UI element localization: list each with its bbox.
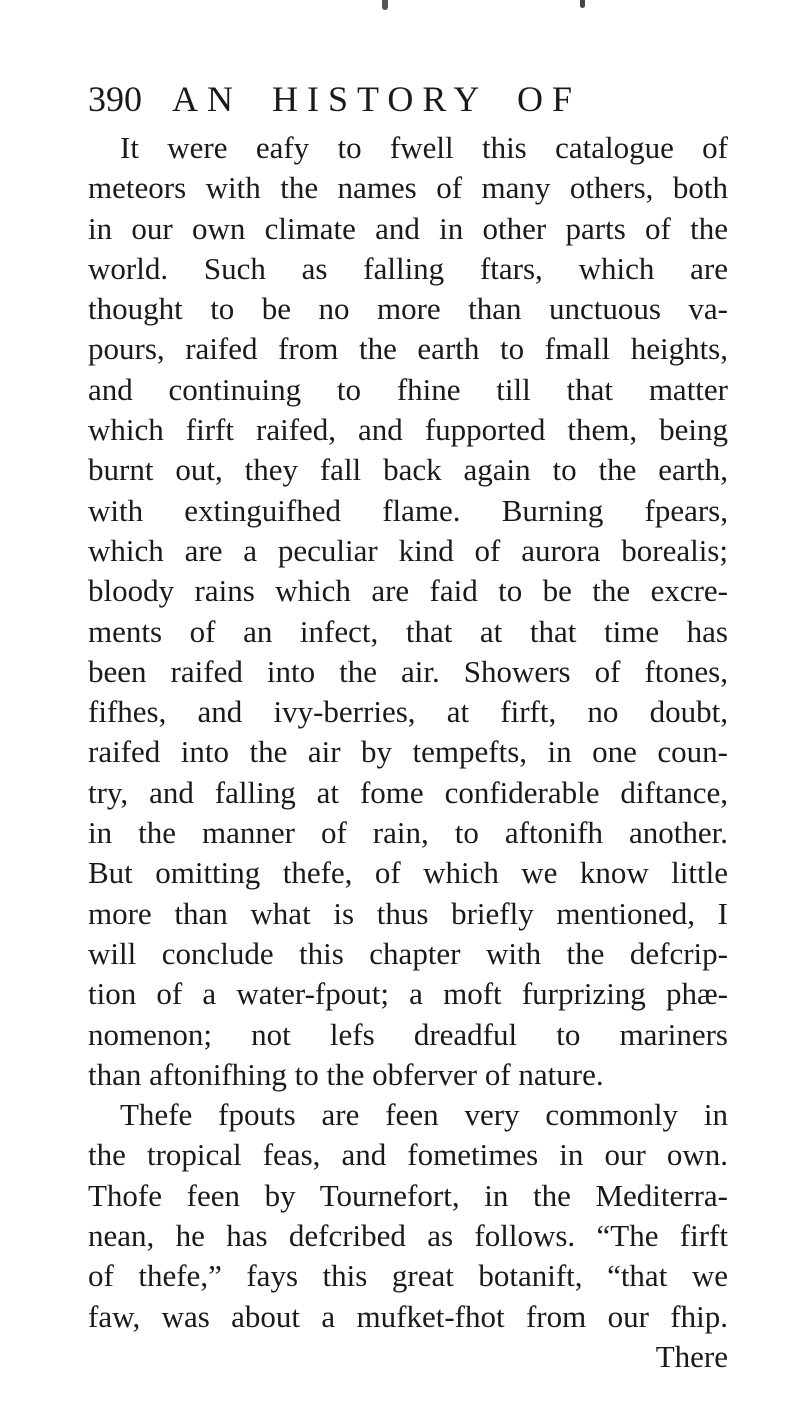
text-line: Thefe fpouts are feen very commonly in — [120, 1097, 728, 1133]
running-head: AN HISTORY OF — [172, 79, 582, 119]
text-line: tion of a water-fpout; a moft furprizing phæ- — [88, 976, 728, 1012]
text-line: will conclude this chapter with the defcrip- — [88, 935, 728, 971]
text-line: nomenon; not lefs dreadful to mariners — [88, 1016, 728, 1052]
text-line: It were eafy to fwell this catalogue of — [120, 130, 728, 165]
top-ornament-mark — [580, 0, 585, 8]
text-line: nean, he has defcribed as follows. “The firft — [88, 1218, 728, 1254]
text-line: in our own climate and in other parts of the — [88, 210, 728, 246]
text-line: with extinguifhed flame. Burning fpears, — [88, 492, 728, 528]
text-line: of thefe,” fays this great botanift, “that we — [88, 1258, 728, 1294]
text-line: in the manner of rain, to aftonifh another. — [88, 815, 728, 851]
catchword: There — [655, 1338, 728, 1374]
text-line: raifed into the air by tempefts, in one coun- — [88, 734, 728, 770]
text-line: try, and falling at fome confiderable diftance, — [88, 774, 728, 810]
text-line: than aftonifhing to the obferver of nature. — [88, 1056, 604, 1092]
text-line: thought to be no more than unctuous va- — [88, 291, 728, 327]
text-line: faw, was about a mufket-fhot from our fhip. — [88, 1298, 728, 1334]
text-line: bloody rains which are faid to be the excre- — [88, 573, 728, 609]
text-line: world. Such as falling ftars, which are — [88, 250, 728, 286]
text-line: Thofe feen by Tournefort, in the Mediterra- — [88, 1177, 728, 1213]
text-line: pours, raifed from the earth to fmall heights, — [88, 331, 728, 367]
text-line: which firft raifed, and fupported them, being — [88, 412, 728, 448]
text-line: and continuing to fhine till that matter — [88, 371, 728, 407]
top-ornament-mark — [382, 0, 388, 10]
text-line: more than what is thus briefly mentioned, I — [88, 895, 728, 931]
text-line: But omitting thefe, of which we know little — [88, 855, 728, 891]
text-line: burnt out, they fall back again to the earth, — [88, 452, 728, 488]
text-line: been raifed into the air. Showers of ftones, — [88, 653, 728, 689]
text-line: which are a peculiar kind of aurora borealis; — [88, 532, 728, 568]
page-header — [88, 78, 728, 122]
body-text — [88, 128, 728, 1377]
text-line: meteors with the names of many others, both — [88, 170, 728, 206]
text-line: ments of an infect, that at that time has — [88, 613, 728, 649]
page-number: 390 — [88, 79, 142, 119]
text-line: fifhes, and ivy-berries, at firft, no doubt, — [88, 694, 728, 730]
text-line: the tropical feas, and fometimes in our own. — [88, 1137, 728, 1173]
